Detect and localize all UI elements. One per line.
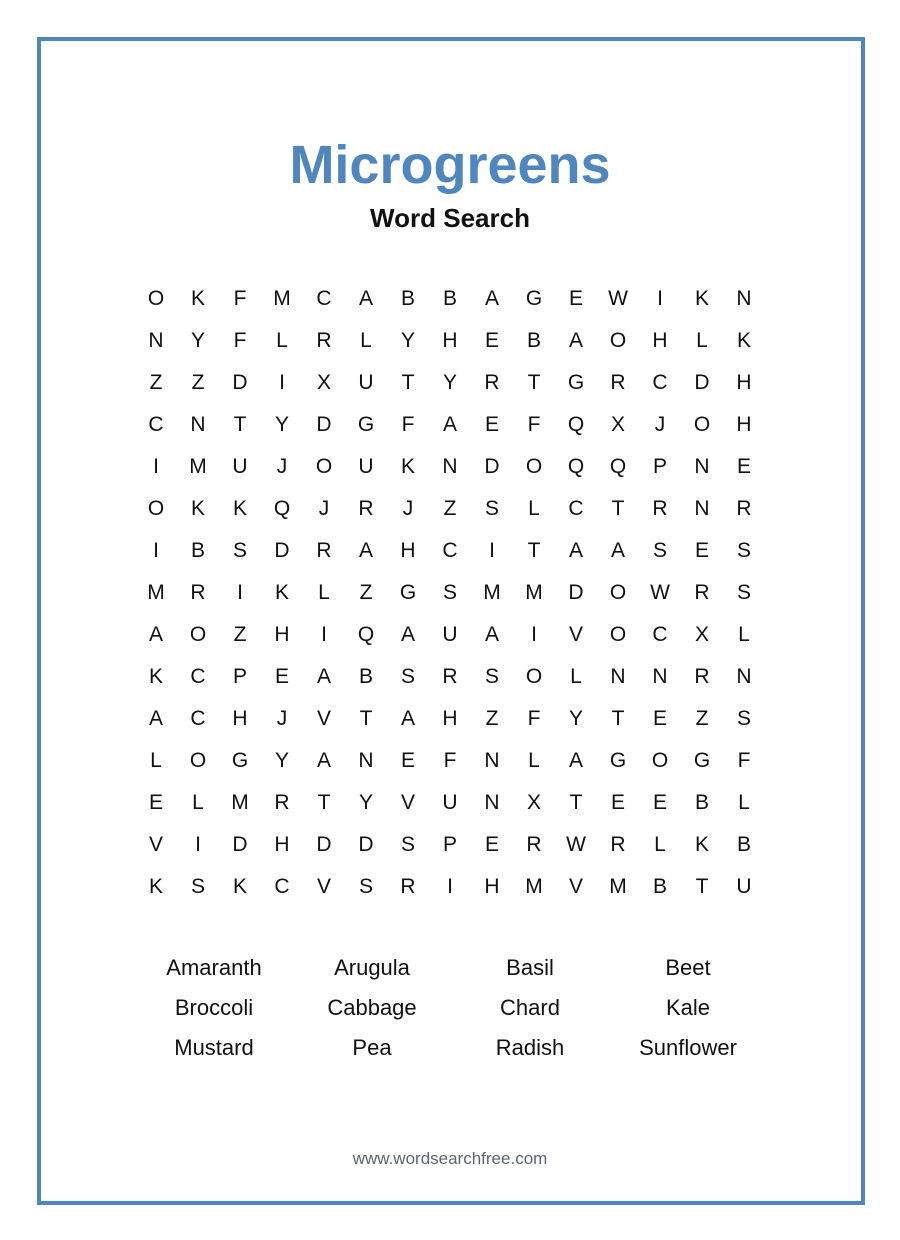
grid-cell[interactable]: H xyxy=(442,329,458,352)
grid-cell[interactable]: J xyxy=(654,413,666,436)
grid-cell[interactable]: G xyxy=(525,287,543,310)
grid-cell[interactable]: S xyxy=(652,539,667,562)
grid-cell[interactable]: S xyxy=(484,497,499,520)
grid-cell[interactable]: C xyxy=(190,707,206,730)
grid-cell[interactable]: N xyxy=(736,287,752,310)
grid-cell[interactable]: E xyxy=(610,791,625,814)
grid-cell[interactable]: K xyxy=(694,833,709,856)
grid-cell[interactable]: T xyxy=(695,875,709,898)
grid-cell[interactable]: N xyxy=(694,497,710,520)
grid-cell[interactable]: D xyxy=(232,371,248,394)
grid-cell[interactable]: S xyxy=(736,707,751,730)
grid-cell[interactable]: T xyxy=(527,539,541,562)
grid-cell[interactable]: J xyxy=(276,707,288,730)
grid-cell[interactable]: A xyxy=(568,749,583,772)
word-list-item: Basil xyxy=(506,955,554,980)
grid-cell[interactable]: M xyxy=(609,875,627,898)
grid-cell[interactable]: L xyxy=(528,497,540,520)
grid-cell[interactable]: D xyxy=(316,413,332,436)
grid-cell[interactable]: R xyxy=(694,665,710,688)
grid-cell[interactable]: I xyxy=(153,539,159,562)
grid-cell[interactable]: A xyxy=(316,749,331,772)
grid-cell[interactable]: U xyxy=(442,791,458,814)
grid-cell[interactable]: L xyxy=(738,791,750,814)
grid-cell[interactable]: S xyxy=(400,665,415,688)
grid-cell[interactable]: N xyxy=(652,665,668,688)
grid-cell[interactable]: W xyxy=(608,287,628,310)
grid-cell[interactable]: A xyxy=(358,287,373,310)
grid-cell[interactable]: X xyxy=(526,791,541,814)
grid-cell[interactable]: C xyxy=(442,539,458,562)
grid-cell[interactable]: F xyxy=(233,287,247,310)
grid-cell[interactable]: A xyxy=(148,707,163,730)
grid-cell[interactable]: H xyxy=(484,875,500,898)
grid-cell[interactable]: L xyxy=(570,665,582,688)
grid-cell[interactable]: A xyxy=(316,665,331,688)
grid-cell[interactable]: V xyxy=(148,833,163,856)
grid-cell[interactable]: N xyxy=(610,665,626,688)
grid-cell[interactable]: M xyxy=(525,875,543,898)
word-list-item: Arugula xyxy=(334,955,410,980)
grid-cell[interactable]: D xyxy=(358,833,374,856)
grid-cell[interactable]: C xyxy=(274,875,290,898)
grid-cell[interactable]: S xyxy=(484,665,499,688)
grid-cell[interactable]: B xyxy=(526,329,541,352)
letter-grid xyxy=(135,278,765,908)
grid-cell[interactable]: E xyxy=(652,791,667,814)
grid-cell[interactable]: R xyxy=(316,539,332,562)
grid-cell[interactable]: A xyxy=(610,539,625,562)
grid-cell[interactable]: R xyxy=(526,833,542,856)
grid-cell[interactable]: V xyxy=(316,707,331,730)
grid-cell[interactable]: S xyxy=(400,833,415,856)
grid-cell[interactable]: R xyxy=(736,497,752,520)
grid-cell[interactable]: C xyxy=(148,413,164,436)
word-list-item: Amaranth xyxy=(166,955,262,980)
grid-cell[interactable]: O xyxy=(693,413,711,436)
word-list-item: Kale xyxy=(665,995,711,1020)
grid-cell[interactable]: O xyxy=(315,455,333,478)
grid-cell[interactable]: L xyxy=(738,623,750,646)
grid-cell[interactable]: B xyxy=(400,287,415,310)
word-list-item: Radish xyxy=(495,1035,565,1060)
grid-cell[interactable]: O xyxy=(189,623,207,646)
grid-cell[interactable]: T xyxy=(359,707,373,730)
grid-cell[interactable]: R xyxy=(484,371,500,394)
grid-cell[interactable]: U xyxy=(358,371,374,394)
grid-cell[interactable]: W xyxy=(650,581,670,604)
grid-cell[interactable]: A xyxy=(358,539,373,562)
grid-cell[interactable]: U xyxy=(232,455,248,478)
grid-cell[interactable]: N xyxy=(190,413,206,436)
grid-cell[interactable]: N xyxy=(148,329,164,352)
grid-cell[interactable]: S xyxy=(442,581,457,604)
grid-cell[interactable]: X xyxy=(694,623,709,646)
grid-cell[interactable]: F xyxy=(527,413,541,436)
grid-cell[interactable]: Q xyxy=(609,455,627,478)
word-list xyxy=(135,948,765,1068)
grid-cell[interactable]: B xyxy=(358,665,373,688)
grid-cell[interactable]: Y xyxy=(274,749,289,772)
grid-cell[interactable]: X xyxy=(316,371,331,394)
grid-cell[interactable]: I xyxy=(447,875,453,898)
grid-cell[interactable]: Y xyxy=(568,707,583,730)
grid-cell[interactable]: L xyxy=(696,329,708,352)
grid-cell[interactable]: V xyxy=(400,791,415,814)
grid-cell[interactable]: R xyxy=(442,665,458,688)
grid-cell[interactable]: K xyxy=(232,497,247,520)
grid-cell[interactable]: E xyxy=(652,707,667,730)
grid-cell[interactable]: R xyxy=(610,833,626,856)
grid-cell[interactable]: M xyxy=(483,581,501,604)
grid-cell[interactable]: G xyxy=(357,413,375,436)
grid-cell[interactable]: E xyxy=(400,749,415,772)
grid-cell[interactable]: N xyxy=(736,665,752,688)
page-title: Microgreens xyxy=(289,135,611,195)
grid-cell[interactable]: B xyxy=(190,539,205,562)
grid-cell[interactable]: H xyxy=(442,707,458,730)
grid-cell[interactable]: S xyxy=(232,539,247,562)
grid-cell[interactable]: L xyxy=(654,833,666,856)
grid-cell[interactable]: K xyxy=(232,875,247,898)
grid-cell[interactable]: E xyxy=(148,791,163,814)
grid-cell[interactable]: Z xyxy=(443,497,457,520)
grid-cell[interactable]: D xyxy=(232,833,248,856)
grid-cell[interactable]: T xyxy=(569,791,583,814)
grid-cell[interactable]: C xyxy=(652,623,668,646)
grid-cell[interactable]: N xyxy=(484,791,500,814)
grid-cell[interactable]: D xyxy=(316,833,332,856)
grid-cell[interactable]: H xyxy=(232,707,248,730)
grid-cell[interactable]: G xyxy=(609,749,627,772)
grid-cell[interactable]: K xyxy=(274,581,289,604)
grid-cell[interactable]: M xyxy=(525,581,543,604)
grid-cell[interactable]: K xyxy=(148,875,163,898)
grid-cell[interactable]: Z xyxy=(695,707,709,730)
grid-cell[interactable]: Y xyxy=(400,329,415,352)
grid-cell[interactable]: D xyxy=(484,455,500,478)
grid-cell[interactable]: R xyxy=(694,581,710,604)
grid-cell[interactable]: J xyxy=(276,455,288,478)
grid-cell[interactable]: F xyxy=(401,413,415,436)
word-list-item: Chard xyxy=(500,995,560,1020)
grid-cell[interactable]: Q xyxy=(567,455,585,478)
grid-cell[interactable]: M xyxy=(273,287,291,310)
grid-cell[interactable]: C xyxy=(568,497,584,520)
grid-cell[interactable]: Q xyxy=(357,623,375,646)
grid-cell[interactable]: S xyxy=(736,539,751,562)
grid-cell[interactable]: F xyxy=(233,329,247,352)
grid-cell[interactable]: L xyxy=(150,749,162,772)
grid-cell[interactable]: B xyxy=(694,791,709,814)
word-list-item: Beet xyxy=(665,955,711,980)
grid-cell[interactable]: U xyxy=(358,455,374,478)
grid-cell[interactable]: O xyxy=(147,497,165,520)
grid-cell[interactable]: A xyxy=(568,329,583,352)
grid-cell[interactable]: Q xyxy=(273,497,291,520)
grid-cell[interactable]: D xyxy=(568,581,584,604)
grid-cell[interactable]: J xyxy=(318,497,330,520)
grid-cell[interactable]: E xyxy=(484,413,499,436)
grid-cell[interactable]: S xyxy=(358,875,373,898)
grid-cell[interactable]: T xyxy=(611,707,625,730)
grid-cell[interactable]: R xyxy=(400,875,416,898)
page-subtitle: Word Search xyxy=(370,203,530,233)
grid-cell[interactable]: M xyxy=(231,791,249,814)
grid-cell[interactable]: A xyxy=(400,623,415,646)
grid-cell[interactable]: T xyxy=(317,791,331,814)
grid-cell[interactable]: H xyxy=(736,413,752,436)
grid-cell[interactable]: T xyxy=(401,371,415,394)
grid-cell[interactable]: C xyxy=(652,371,668,394)
grid-cell[interactable]: V xyxy=(316,875,331,898)
grid-cell[interactable]: C xyxy=(316,287,332,310)
grid-cell[interactable]: L xyxy=(192,791,204,814)
grid-cell[interactable]: T xyxy=(611,497,625,520)
grid-cell[interactable]: Y xyxy=(442,371,457,394)
grid-cell[interactable]: M xyxy=(147,581,165,604)
grid-cell[interactable]: H xyxy=(400,539,416,562)
grid-cell[interactable]: L xyxy=(276,329,288,352)
grid-cell[interactable]: E xyxy=(274,665,289,688)
grid-cell[interactable]: H xyxy=(274,833,290,856)
grid-cell[interactable]: K xyxy=(736,329,751,352)
word-list-item: Cabbage xyxy=(327,995,417,1020)
grid-cell[interactable]: F xyxy=(737,749,751,772)
grid-cell[interactable]: K xyxy=(190,287,205,310)
grid-cell[interactable]: H xyxy=(274,623,290,646)
grid-cell[interactable]: P xyxy=(652,455,667,478)
grid-cell[interactable]: S xyxy=(190,875,205,898)
grid-cell[interactable]: A xyxy=(148,623,163,646)
grid-cell[interactable]: V xyxy=(568,623,583,646)
grid-cell[interactable]: I xyxy=(489,539,495,562)
grid-cell[interactable]: Y xyxy=(190,329,205,352)
grid-cell[interactable]: D xyxy=(694,371,710,394)
grid-cell[interactable]: A xyxy=(484,623,499,646)
grid-cell[interactable]: T xyxy=(527,371,541,394)
grid-cell[interactable]: R xyxy=(190,581,206,604)
word-list-item: Sunflower xyxy=(639,1035,737,1060)
word-list-item: Mustard xyxy=(174,1035,254,1060)
grid-cell[interactable]: K xyxy=(148,665,163,688)
grid-cell[interactable]: G xyxy=(567,371,585,394)
grid-cell[interactable]: L xyxy=(318,581,330,604)
grid-cell[interactable]: P xyxy=(442,833,457,856)
grid-cell[interactable]: O xyxy=(609,623,627,646)
grid-cell[interactable]: O xyxy=(651,749,669,772)
grid-cell[interactable]: A xyxy=(442,413,457,436)
grid-cell[interactable]: N xyxy=(694,455,710,478)
grid-cell[interactable]: P xyxy=(232,665,247,688)
grid-cell[interactable]: U xyxy=(442,623,458,646)
grid-cell[interactable]: E xyxy=(484,833,499,856)
grid-cell[interactable]: M xyxy=(189,455,207,478)
grid-cell[interactable]: Z xyxy=(233,623,247,646)
grid-cell[interactable]: O xyxy=(525,455,543,478)
grid-cell[interactable]: E xyxy=(736,455,751,478)
grid-cell[interactable]: R xyxy=(274,791,290,814)
grid-cell[interactable]: J xyxy=(402,497,414,520)
grid-cell[interactable]: T xyxy=(233,413,247,436)
grid-cell[interactable]: I xyxy=(153,455,159,478)
grid-cell[interactable]: O xyxy=(525,665,543,688)
grid-cell[interactable]: L xyxy=(360,329,372,352)
grid-cell[interactable]: D xyxy=(274,539,290,562)
word-list-item: Broccoli xyxy=(174,995,254,1020)
grid-cell[interactable]: Z xyxy=(149,371,163,394)
grid-cell[interactable]: I xyxy=(195,833,201,856)
word-list-item: Pea xyxy=(352,1035,392,1060)
grid-cell[interactable]: R xyxy=(652,497,668,520)
grid-cell[interactable]: K xyxy=(694,287,709,310)
grid-cell[interactable]: Z xyxy=(191,371,205,394)
grid-cell[interactable]: Y xyxy=(358,791,373,814)
grid-cell[interactable]: B xyxy=(736,833,751,856)
grid-cell[interactable]: B xyxy=(652,875,667,898)
grid-cell[interactable]: B xyxy=(442,287,457,310)
grid-cell[interactable]: V xyxy=(568,875,583,898)
grid-cell[interactable]: R xyxy=(610,371,626,394)
grid-cell[interactable]: H xyxy=(736,371,752,394)
grid-cell[interactable]: I xyxy=(279,371,285,394)
grid-cell[interactable]: H xyxy=(652,329,668,352)
grid-cell[interactable]: E xyxy=(694,539,709,562)
footer-url[interactable]: www.wordsearchfree.com xyxy=(352,1149,548,1168)
grid-cell[interactable]: Q xyxy=(567,413,585,436)
grid-cell[interactable]: K xyxy=(400,455,415,478)
grid-cell[interactable]: O xyxy=(609,329,627,352)
grid-cell[interactable]: A xyxy=(400,707,415,730)
grid-cell[interactable]: N xyxy=(358,749,374,772)
grid-cell[interactable]: O xyxy=(147,287,165,310)
grid-cell[interactable]: I xyxy=(657,287,663,310)
grid-cell[interactable]: W xyxy=(566,833,586,856)
grid-cell[interactable]: X xyxy=(610,413,625,436)
grid-cell[interactable]: O xyxy=(189,749,207,772)
grid-cell[interactable]: G xyxy=(231,749,249,772)
grid-cell[interactable]: I xyxy=(531,623,537,646)
grid-cell[interactable]: N xyxy=(484,749,500,772)
grid-cell[interactable]: E xyxy=(484,329,499,352)
grid-cell[interactable]: Z xyxy=(359,581,373,604)
grid-cell[interactable]: Y xyxy=(274,413,289,436)
grid-cell[interactable]: Z xyxy=(485,707,499,730)
grid-cell[interactable]: U xyxy=(736,875,752,898)
grid-cell[interactable]: G xyxy=(399,581,417,604)
grid-cell[interactable]: O xyxy=(609,581,627,604)
grid-cell[interactable]: F xyxy=(443,749,457,772)
grid-cell[interactable]: N xyxy=(442,455,458,478)
grid-cell[interactable]: L xyxy=(528,749,540,772)
grid-cell[interactable]: R xyxy=(316,329,332,352)
grid-cell[interactable]: I xyxy=(237,581,243,604)
grid-cell[interactable]: R xyxy=(358,497,374,520)
grid-cell[interactable]: A xyxy=(484,287,499,310)
grid-cell[interactable]: E xyxy=(568,287,583,310)
grid-cell[interactable]: F xyxy=(527,707,541,730)
grid-cell[interactable]: G xyxy=(693,749,711,772)
grid-cell[interactable]: K xyxy=(190,497,205,520)
grid-cell[interactable]: I xyxy=(321,623,327,646)
grid-cell[interactable]: S xyxy=(736,581,751,604)
grid-cell[interactable]: A xyxy=(568,539,583,562)
grid-cell[interactable]: C xyxy=(190,665,206,688)
